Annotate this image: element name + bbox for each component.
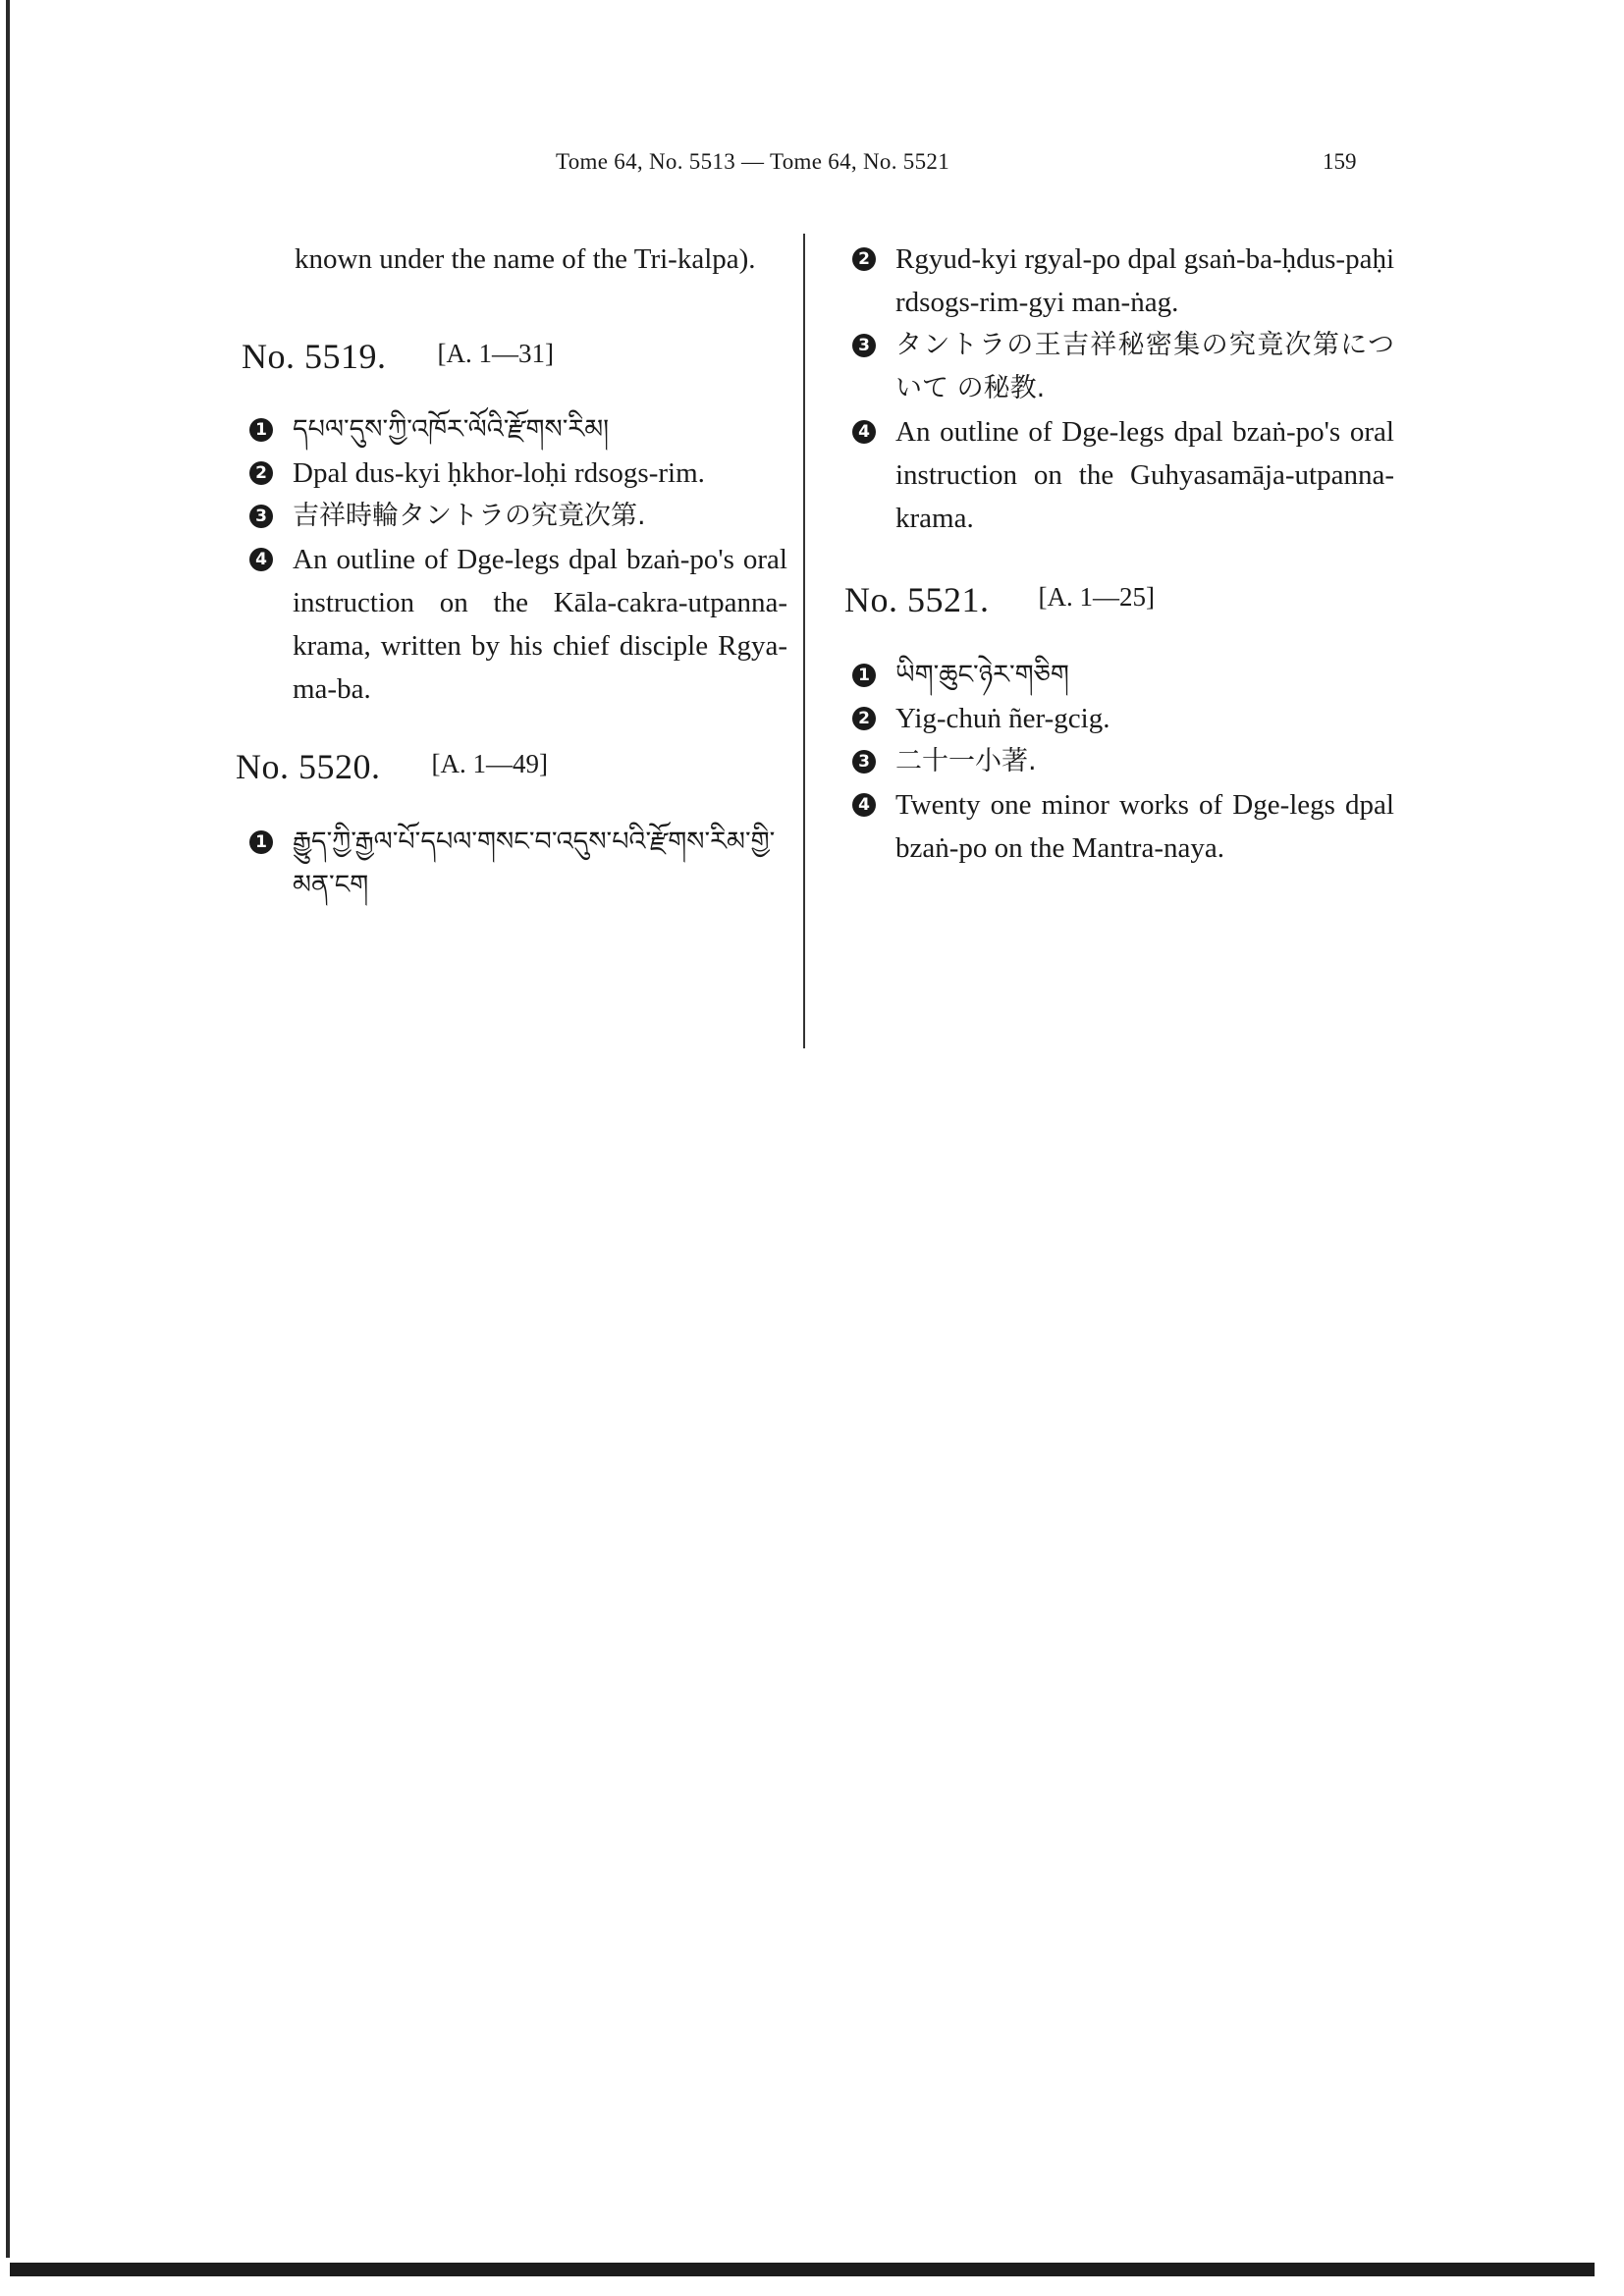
- entry-heading-5521: [844, 579, 1394, 620]
- circled-number-icon: 1: [249, 417, 293, 443]
- english-description-item: [852, 410, 1394, 540]
- entry-reference: [A. 1—49]: [431, 749, 548, 778]
- circled-number-icon: 4: [852, 419, 895, 445]
- circled-number-icon: 2: [852, 246, 895, 272]
- japanese-title-item: [236, 495, 787, 538]
- entry-number: No. 5519.: [242, 337, 387, 376]
- circled-number-icon: 2: [249, 460, 293, 486]
- english-description: An outline of Dge-legs dpal bzaṅ-po's oral instruction on the Kāla-cakra-utpanna-krama, written by his chief disciple Rgya-ma-ba.: [293, 544, 787, 705]
- circled-number-icon: 4: [852, 792, 895, 818]
- column-divider: [803, 234, 805, 1048]
- page-header: [0, 149, 1624, 188]
- entry-heading-5520: [236, 746, 787, 787]
- romanized-title-item: [236, 452, 787, 495]
- tibetan-title: ཡིག་ཆུང་ཉེར་གཅིག: [895, 660, 1069, 690]
- circled-number-icon: 3: [249, 504, 293, 529]
- english-description-item: [236, 538, 787, 711]
- tibetan-title: དཔལ་དུས་ཀྱི་འཁོར་ལོའི་རྫོགས་རིམ།: [293, 414, 610, 445]
- entry-number: No. 5520.: [236, 747, 381, 786]
- english-description: An outline of Dge-legs dpal bzaṅ-po's oral instruction on the Guhyasamāja-utpanna-krama.: [895, 416, 1394, 534]
- entry-reference: [A. 1—25]: [1038, 582, 1155, 612]
- circled-number-icon: 4: [249, 547, 293, 572]
- circled-number-icon: 2: [852, 706, 895, 731]
- left-column: [236, 238, 787, 907]
- japanese-title-item: [852, 324, 1394, 410]
- bottom-edge-bar: [10, 2263, 1595, 2276]
- romanized-title: Rgyud-kyi rgyal-po dpal gsaṅ-ba-ḥdus-paḥi rdsogs-rim-gyi man-ṅag.: [895, 243, 1394, 318]
- running-head: Tome 64, No. 5513 — Tome 64, No. 5521: [556, 149, 949, 174]
- entry-reference: [A. 1—31]: [437, 339, 554, 368]
- tibetan-title-item: [852, 654, 1394, 697]
- entry-number: No. 5521.: [844, 580, 990, 619]
- circled-number-icon: 3: [852, 333, 895, 358]
- binding-edge: [6, 0, 10, 2258]
- entry-heading-5519: [236, 336, 787, 377]
- romanized-title-item: [852, 697, 1394, 740]
- tibetan-title-item: [236, 821, 787, 907]
- continuation-text: known under the name of the Tri-kalpa).: [295, 243, 756, 275]
- tibetan-title: རྒྱུད་ཀྱི་རྒྱལ་པོ་དཔལ་གསང་བ་འདུས་པའི་རྫོགས་རིམ་གྱི་མན་ངག: [293, 827, 776, 900]
- romanized-title: Dpal dus-kyi ḥkhor-loḥi rdsogs-rim.: [293, 457, 705, 489]
- page-number: 159: [1323, 149, 1357, 174]
- circled-number-icon: 1: [249, 829, 293, 855]
- circled-number-icon: 1: [852, 663, 895, 688]
- romanized-title: Yig-chuṅ ñer-gcig.: [895, 703, 1110, 734]
- circled-number-icon: 3: [852, 749, 895, 774]
- japanese-title: 吉祥時輪タントラの究竟次第.: [293, 501, 646, 531]
- right-column: [844, 238, 1394, 870]
- english-description-item: [852, 783, 1394, 870]
- japanese-title: タントラの王吉祥秘密集の究竟次第について の秘教.: [895, 330, 1394, 403]
- japanese-title: 二十一小著.: [895, 746, 1037, 776]
- romanized-title-item: [852, 238, 1394, 324]
- tibetan-title-item: [236, 408, 787, 452]
- japanese-title-item: [852, 740, 1394, 783]
- english-description: Twenty one minor works of Dge-legs dpal bzaṅ-po on the Mantra-naya.: [895, 789, 1394, 864]
